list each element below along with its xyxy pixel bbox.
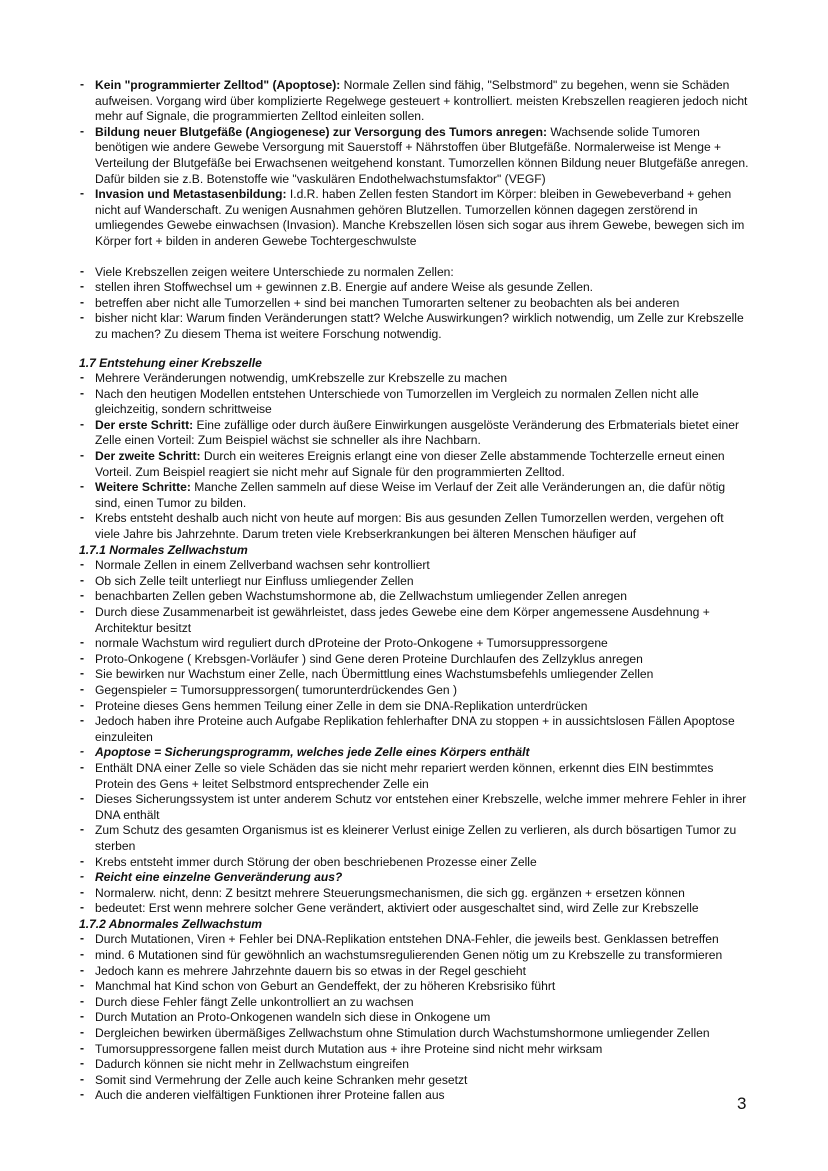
list-item: - Durch diese Zusammenarbeit ist gewährleistet, dass jedes Gewebe eine dem Körper angemessene Ausdehnung + Architektur besitzt [79,605,751,636]
further-differences-list [79,265,751,343]
list-item: - Krebs entsteht deshalb auch nicht von heute auf morgen: Bis aus gesunden Zellen Tumorzellen werden, vergehen oft viele Jahre bis Jahrzehnte. Darum treten viele Krebserkrankungen bei älteren Menschen häufiger auf [79,511,751,542]
list-item: - Enthält DNA einer Zelle so viele Schäden das sie nicht mehr repariert werden können, erkennt dies EIN bestimmtes Protein des Gens + leitet Selbstmord entsprechender Zelle ein [79,761,751,792]
list-item: - Auch die anderen vielfältigen Funktionen ihrer Proteine fallen aus [79,1088,751,1104]
section-heading-1-7-1: 1.7.1 Normales Zellwachstum [79,542,248,557]
list-item: - Der erste Schritt: Eine zufällige oder durch äußere Einwirkungen ausgelöste Veränderung des Erbmaterials bietet einer Zelle einen Vorteil: Zum Beispiel wächst sie schneller als ihre Nachbarn. [79,418,751,449]
list-item: - Dadurch können sie nicht mehr in Zellwachstum eingreifen [79,1057,751,1073]
section-heading-1-7-2: 1.7.2 Abnormales Zellwachstum [79,916,263,931]
list-item: - Bildung neuer Blutgefäße (Angiogenese) zur Versorgung des Tumors anregen: Wachsende solide Tumoren benötigen wie andere Gewebe Versorgung mit Sauerstoff + Nährstoffen über Blutgefäße. Normalerweise ist Menge + Verteilung der Blutgefäße bei Erwachsenen weitgehend konstant. Tumorzellen können Bildung neuer Blutgefäße anregen. Dafür bilden sie z.B. Botenstoffe wie "vaskulären Endothelwachstumsfaktor" (VEGF) [79,125,751,187]
list-item: - Invasion und Metastasenbildung: I.d.R. haben Zellen festen Standort im Körper: bleiben in Gewebeverband + gehen nicht auf Wanderschaft. Zu wenigen Ausnahmen gehören Blutzellen. Tumorzellen können dagegen zerstörend in umliegendes Gewebe einwachsen (Invasion). Manche Krebszellen lösen sich sogar aus ihrem Gewebe, bewegen sich im Körper fort + bilden in anderen Gewebe Tochtergeschwulste [79,187,751,249]
list-item: - Normale Zellen in einem Zellverband wachsen sehr kontrolliert [79,558,751,574]
list-item: - Krebs entsteht immer durch Störung der oben beschriebenen Prozesse einer Zelle [79,855,751,871]
list-item: - Jedoch haben ihre Proteine auch Aufgabe Replikation fehlerhafter DNA zu stoppen + in aussichtslosen Fällen Apoptose einzuleiten [79,714,751,745]
page-number: 3 [737,1094,747,1113]
list-item: - Zum Schutz des gesamten Organismus ist es kleinerer Verlust einige Zellen zu verlieren, als durch bösartigen Tumor zu sterben [79,823,751,854]
list-item: - Proteine dieses Gens hemmen Teilung einer Zelle in dem sie DNA-Replikation unterdrücken [79,699,751,715]
list-item-emphasis: - Reicht eine einzelne Genveränderung aus? [79,870,751,886]
list-item: - benachbarten Zellen geben Wachstumshormone ab, die Zellwachstum umliegender Zellen anregen [79,589,751,605]
list-item: - Dieses Sicherungssystem ist unter anderem Schutz vor entstehen einer Krebszelle, welche immer mehrere Fehler in ihrer DNA enthält [79,792,751,823]
list-item: - betreffen aber nicht alle Tumorzellen + sind bei manchen Tumorarten seltener zu beobachten als bei anderen [79,296,751,312]
list-item: - Ob sich Zelle teilt unterliegt nur Einfluss umliegender Zellen [79,574,751,590]
apoptosis-angiogenesis-invasion-list [79,78,751,250]
list-item: - Weitere Schritte: Manche Zellen sammeln auf diese Weise im Verlauf der Zeit alle Veränderungen an, die dafür nötig sind, einen Tumor zu bilden. [79,480,751,511]
list-item: - Der zweite Schritt: Durch ein weiteres Ereignis erlangt eine von dieser Zelle abstammende Tochterzelle erneut einen Vorteil. Zum Beispiel reagiert sie nicht mehr auf Signale für den programmierten Zelltod. [79,449,751,480]
section-heading-1-7: 1.7 Entstehung einer Krebszelle [79,355,262,370]
list-item: - Kein "programmierter Zelltod" (Apoptose): Normale Zellen sind fähig, "Selbstmord" zu begehen, wenn sie Schäden aufweisen. Vorgang wird über komplizierte Regelwege gesteuert + kontrolliert. meisten Krebszellen reagieren jedoch nicht mehr auf Signale, die programmierten Zelltod einleiten sollen. [79,78,751,125]
list-item: - bisher nicht klar: Warum finden Veränderungen statt? Welche Auswirkungen? wirklich notwendig, um Zelle zur Krebszelle zu machen? Zu diesem Thema ist weitere Forschung notwendig. [79,311,751,342]
list-item: - Gegenspieler = Tumorsuppressorgen( tumorunterdrückendes Gen ) [79,683,751,699]
list-item: - Dergleichen bewirken übermäßiges Zellwachstum ohne Stimulation durch Wachstumshormone umliegender Zellen [79,1026,751,1042]
list-item: - mind. 6 Mutationen sind für gewöhnlich an wachstumsregulierenden Genen nötig um zu Krebszelle zu transformieren [79,948,751,964]
list-item: - stellen ihren Stoffwechsel um + gewinnen z.B. Energie auf andere Weise als gesunde Zellen. [79,280,751,296]
list-item: - Durch diese Fehler fängt Zelle unkontrolliert an zu wachsen [79,995,751,1011]
list-item: - Jedoch kann es mehrere Jahrzehnte dauern bis so etwas in der Regel geschieht [79,964,751,980]
spacer [79,343,751,356]
section-1-7-2-list [79,932,751,1104]
page-content [79,78,751,1104]
list-item: - Sie bewirken nur Wachstum einer Zelle, nach Übermittlung eines Wachstumsbefehls umliegender Zellen [79,667,751,683]
section-1-7-list [79,371,751,543]
list-item: - Somit sind Vermehrung der Zelle auch keine Schranken mehr gesetzt [79,1073,751,1089]
list-item: - Tumorsuppressorgene fallen meist durch Mutation aus + ihre Proteine sind nicht mehr wirksam [79,1042,751,1058]
list-item: - normale Wachstum wird reguliert durch dProteine der Proto-Onkogene + Tumorsuppressorgene [79,636,751,652]
list-item: - Viele Krebszellen zeigen weitere Unterschiede zu normalen Zellen: [79,265,751,281]
list-item: - Manchmal hat Kind schon von Geburt an Gendeffekt, der zu höheren Krebsrisiko führt [79,979,751,995]
list-item: - Nach den heutigen Modellen entstehen Unterschiede von Tumorzellen im Vergleich zu normalen Zellen nicht alle gleichzeitig, sondern schrittweise [79,387,751,418]
list-item: - bedeutet: Erst wenn mehrere solcher Gene verändert, aktiviert oder ausgeschaltet sind, wird Zelle zur Krebszelle [79,901,751,917]
list-item-emphasis: - Apoptose = Sicherungsprogramm, welches jede Zelle eines Körpers enthält [79,745,751,761]
list-item: - Normalerw. nicht, denn: Z besitzt mehrere Steuerungsmechanismen, die sich gg. ergänzen + ersetzen können [79,886,751,902]
list-item: - Durch Mutation an Proto-Onkogenen wandeln sich diese in Onkogene um [79,1010,751,1026]
list-item: - Durch Mutationen, Viren + Fehler bei DNA-Replikation entstehen DNA-Fehler, die jeweils best. Genklassen betreffen [79,932,751,948]
list-item: - Mehrere Veränderungen notwendig, umKrebszelle zur Krebszelle zu machen [79,371,751,387]
list-item: - Proto-Onkogene ( Krebsgen-Vorläufer ) sind Gene deren Proteine Durchlaufen des Zellzyklus anregen [79,652,751,668]
section-1-7-1-list [79,558,751,917]
spacer [79,250,751,265]
